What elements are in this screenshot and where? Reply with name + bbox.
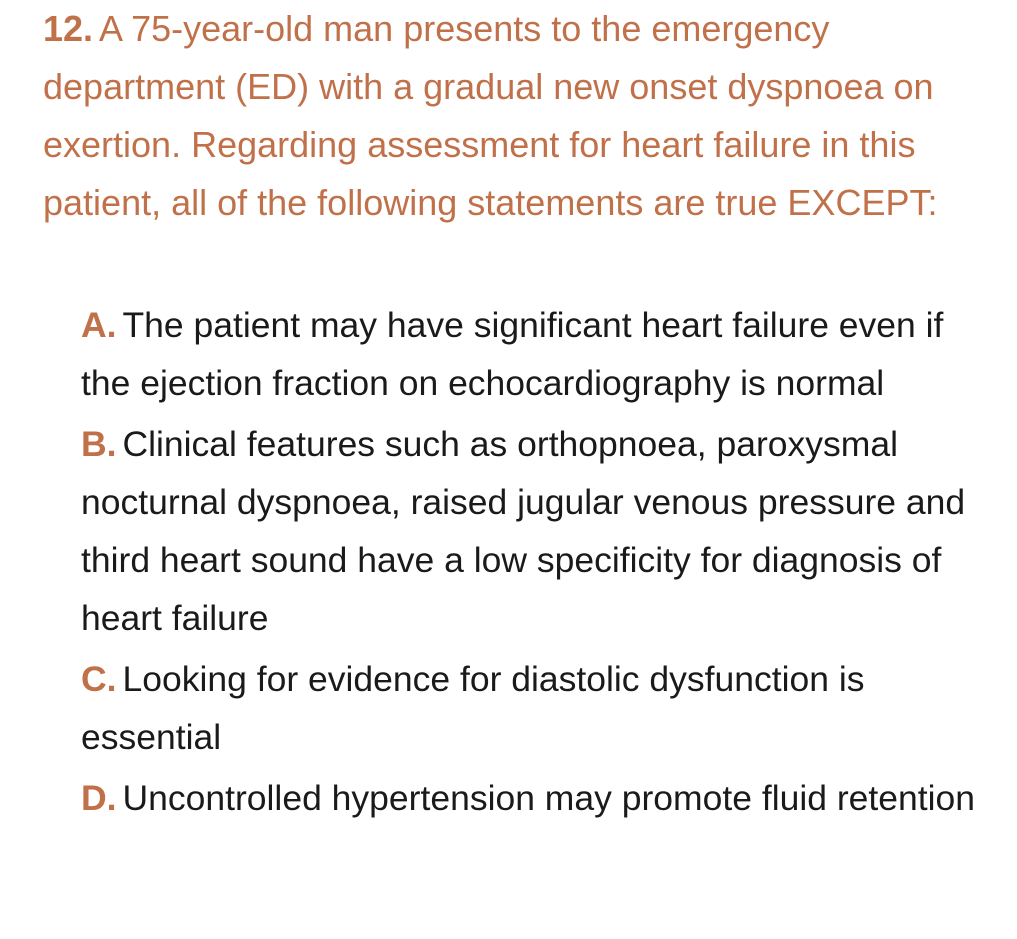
option-text: Clinical features such as orthopnoea, paroxysmal nocturnal dyspnoea, raised jugular venous pressure and third heart sound have a low specificity for diagnosis of heart failure xyxy=(81,424,966,638)
option-text: Uncontrolled hypertension may promote fluid retention xyxy=(122,778,975,818)
option-c xyxy=(81,650,1001,766)
question-number: 12. xyxy=(43,8,94,49)
option-letter: C. xyxy=(81,659,117,699)
answer-options xyxy=(81,296,1001,830)
option-b xyxy=(81,415,1001,647)
option-text: The patient may have significant heart failure even if the ejection fraction on echocardiography is normal xyxy=(81,305,944,403)
option-d xyxy=(81,769,1001,827)
option-letter: B. xyxy=(81,424,117,464)
option-letter: D. xyxy=(81,778,117,818)
option-a xyxy=(81,296,1001,412)
question-stem xyxy=(43,0,993,232)
question-text: A 75-year-old man presents to the emergency department (ED) with a gradual new onset dyspnoea on exertion. Regarding assessment for heart failure in this patient, all of the following statements are true EXCEPT: xyxy=(43,8,938,223)
option-text: Looking for evidence for diastolic dysfunction is essential xyxy=(81,659,865,757)
option-letter: A. xyxy=(81,305,117,345)
